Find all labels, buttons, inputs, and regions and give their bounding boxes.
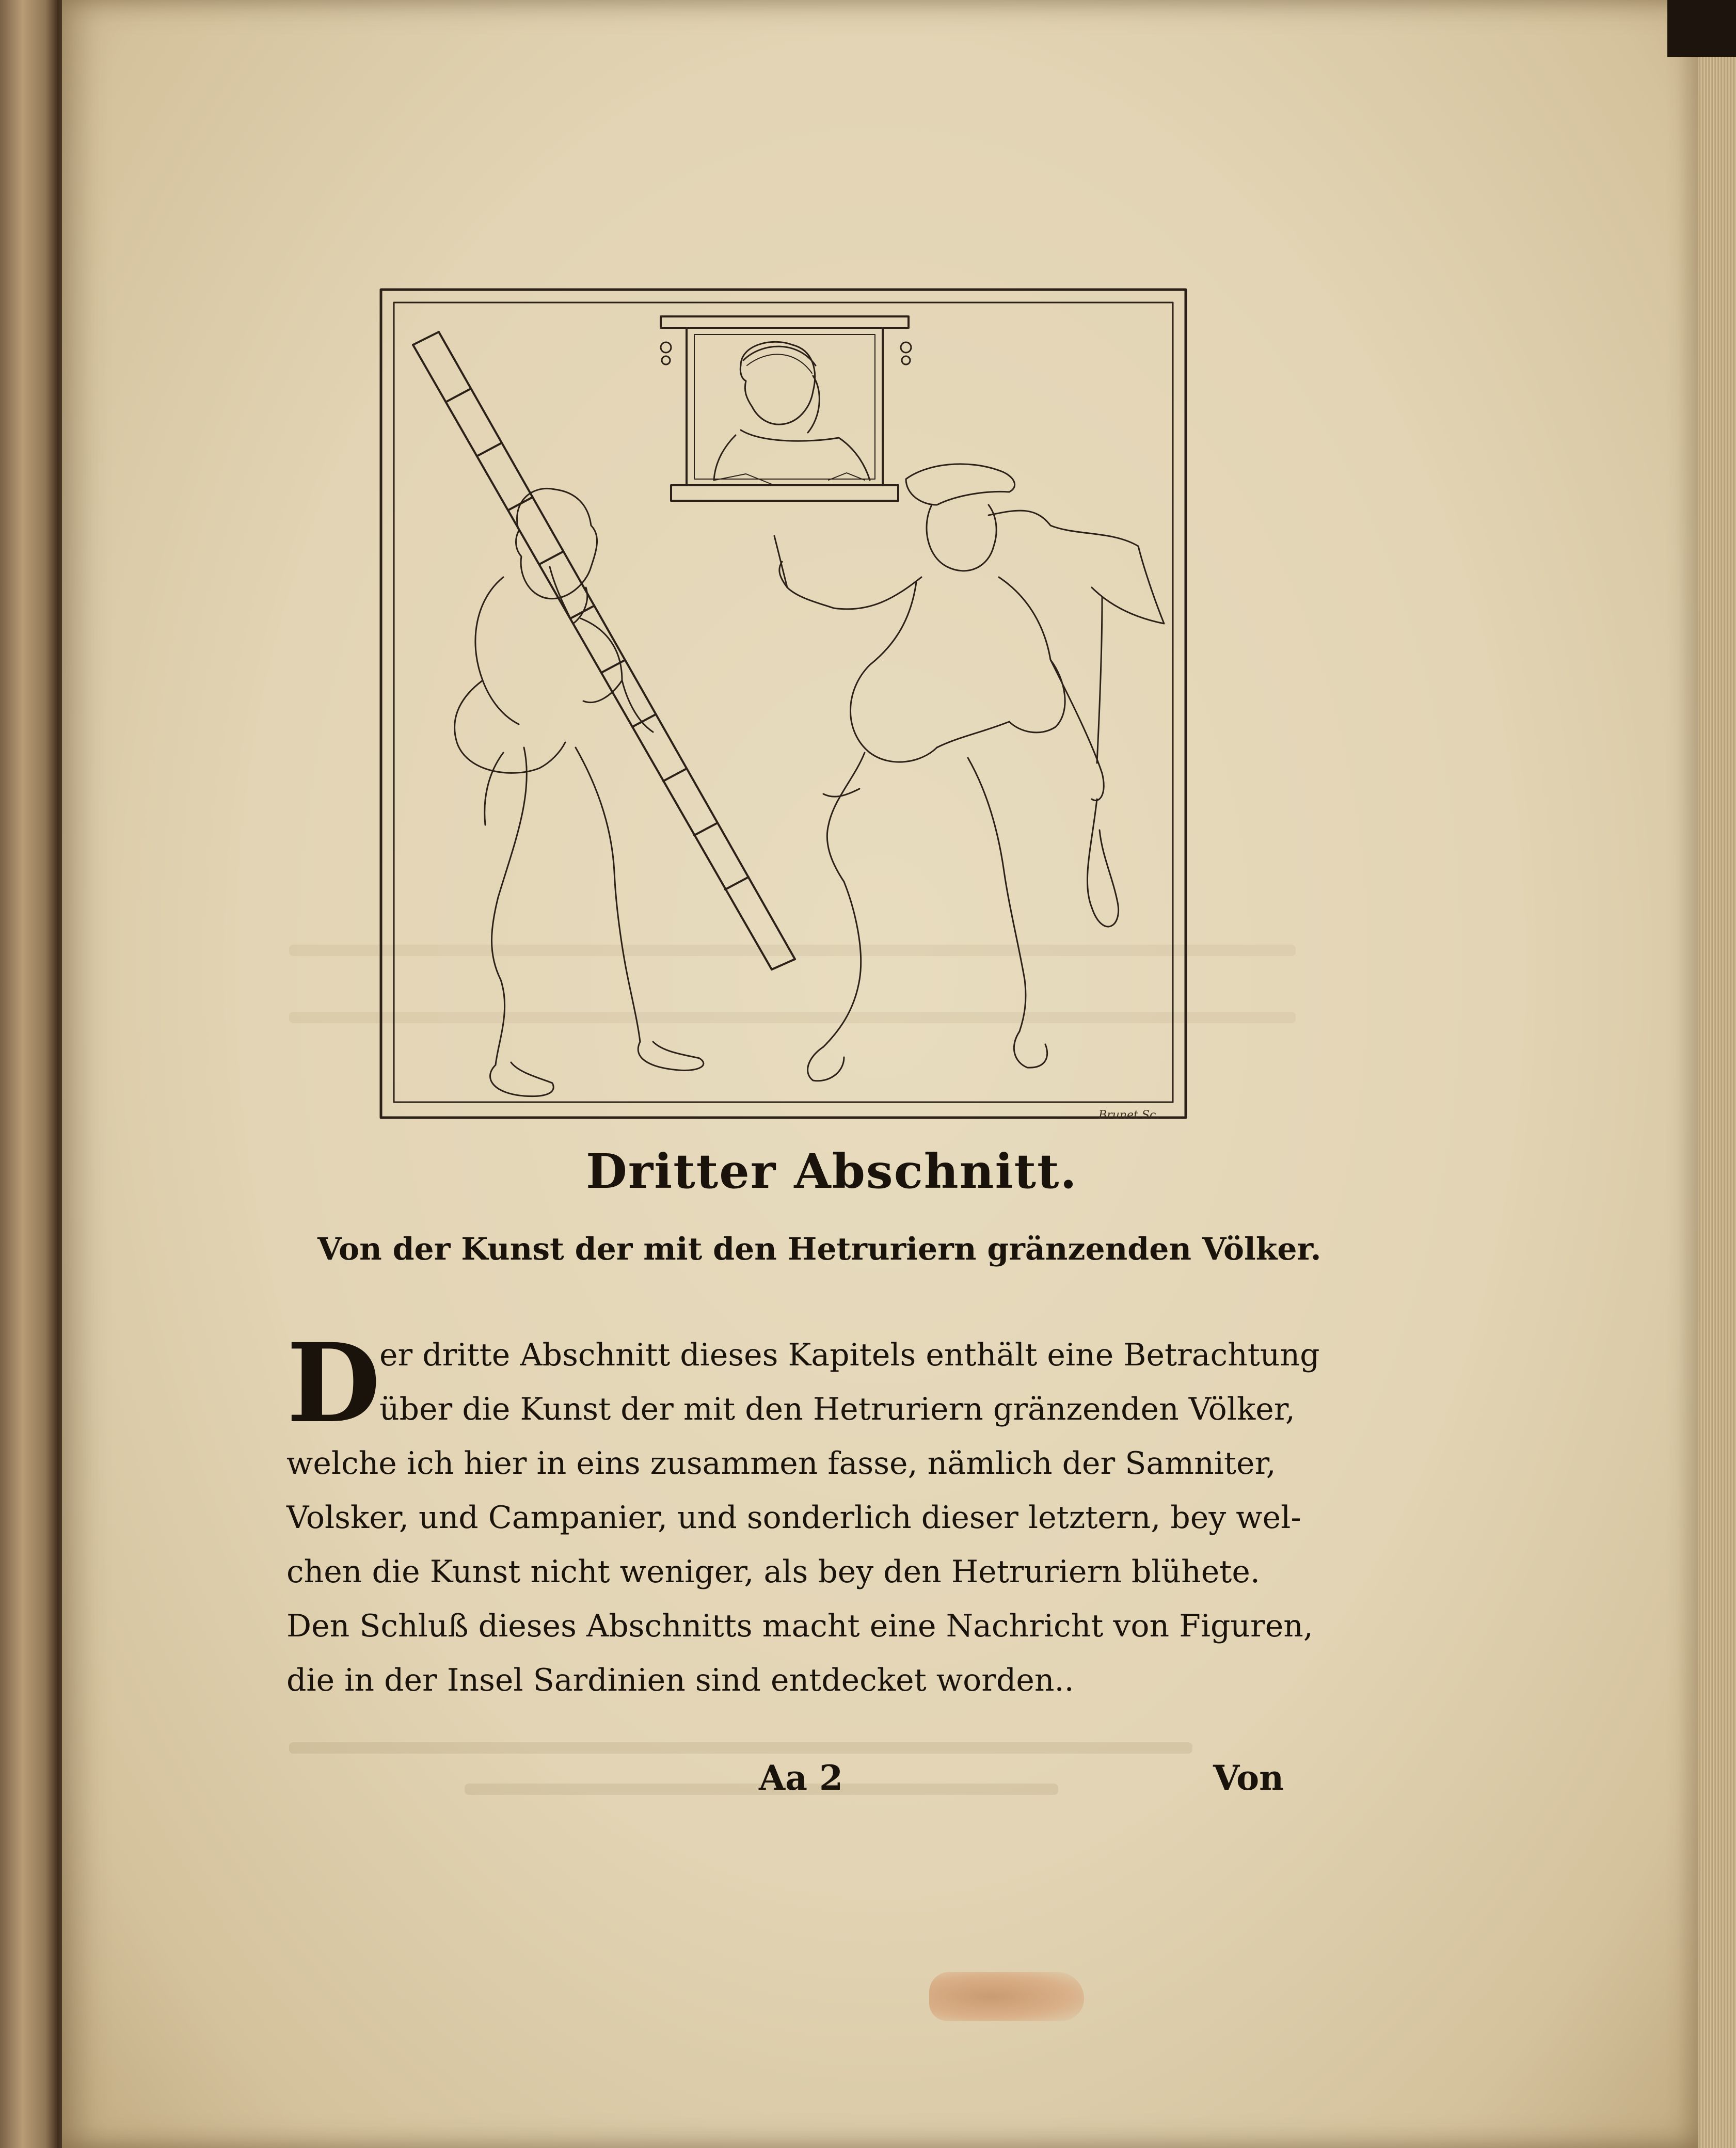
section-subtitle: Von der Kunst der mit den Hetruriern gränzenden Völker.: [317, 1231, 1321, 1267]
background-corner: [1667, 0, 1736, 57]
signature-mark: Aa 2: [759, 1758, 843, 1798]
body-line: welche ich hier in eins zusammen fasse, nämlich der Samniter,: [286, 1445, 1276, 1482]
paper-stain: [929, 1972, 1084, 2021]
body-line: über die Kunst der mit den Hetruriern gränzenden Völker,: [379, 1391, 1295, 1427]
ladder: [413, 332, 795, 969]
window-with-woman: [661, 316, 911, 501]
drop-capital: D: [286, 1319, 381, 1447]
body-line: die in der Insel Sardinien sind entdecket worden..: [286, 1662, 1074, 1698]
figure-with-hat: [774, 464, 1164, 1081]
show-through-line: [289, 1742, 1192, 1754]
plate-inner-frame: [394, 303, 1173, 1102]
section-title: Dritter Abschnitt.: [586, 1143, 1078, 1199]
body-line: chen die Kunst nicht weniger, als bey den Hetruriern blühete.: [286, 1554, 1260, 1590]
engraving-illustration: [379, 288, 1187, 1119]
facing-page-edge: [0, 0, 57, 2148]
body-line: Volsker, und Campanier, und sonderlich dieser letztern, bey wel-: [286, 1500, 1301, 1536]
catchword: Von: [1213, 1758, 1284, 1798]
engraver-signature: Brunet Sc.: [1098, 1109, 1160, 1122]
body-line: er dritte Abschnitt dieses Kapitels enthält eine Betrachtung: [379, 1337, 1320, 1373]
page-block-edge: [1698, 0, 1736, 2148]
body-line: Den Schluß dieses Abschnitts macht eine Nachricht von Figuren,: [286, 1608, 1313, 1644]
